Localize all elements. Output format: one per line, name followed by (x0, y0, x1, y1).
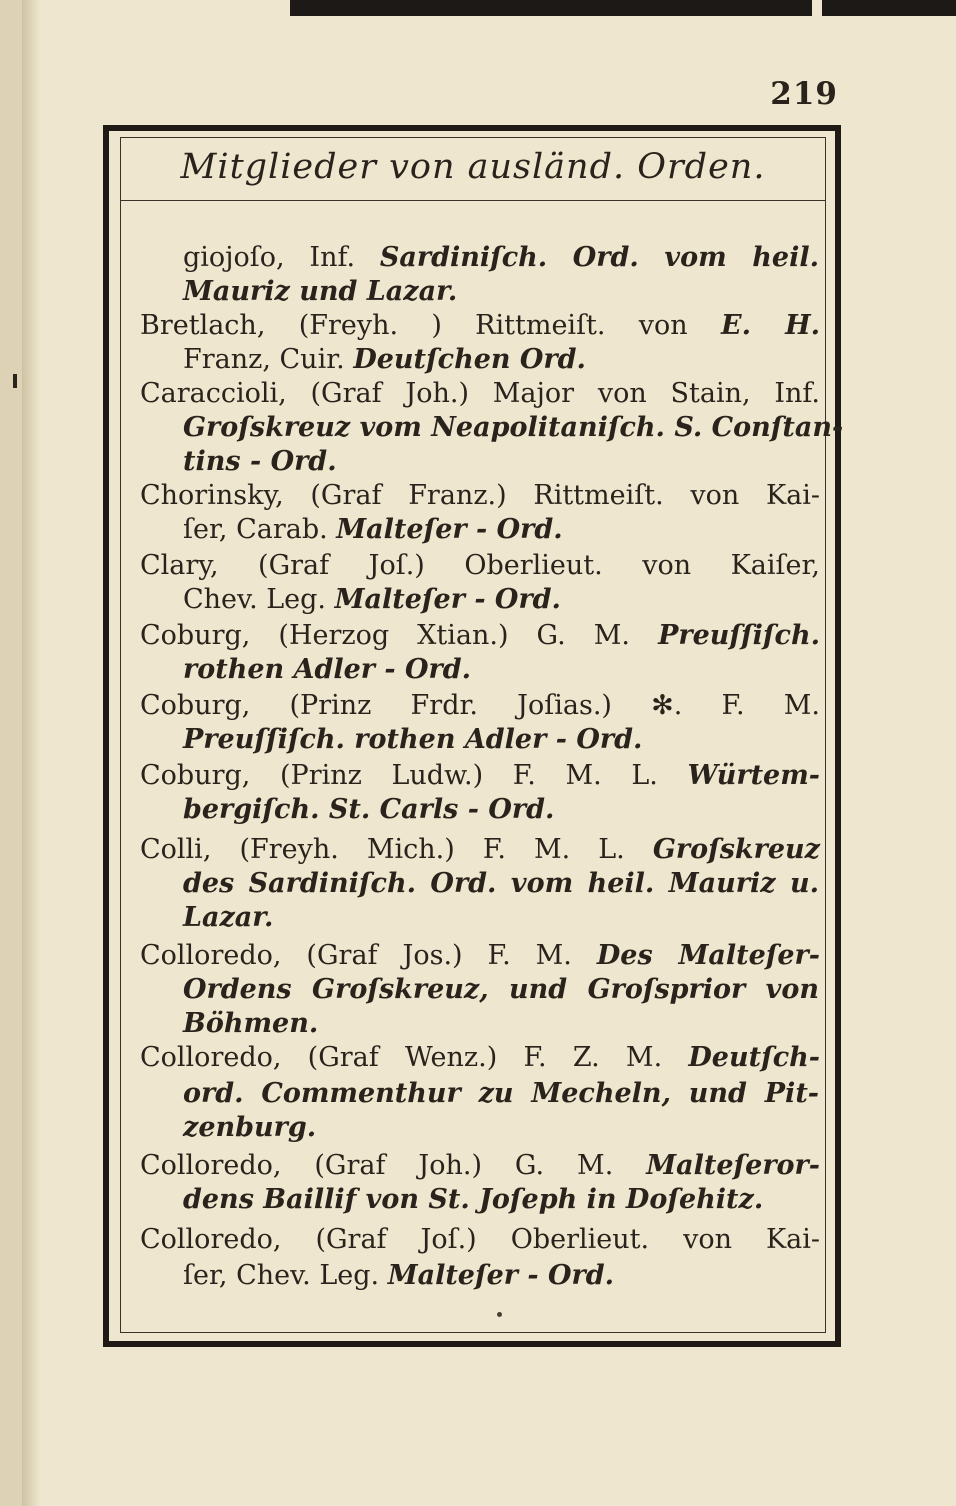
list-item-line: rothen Adler - Ord. (183, 654, 472, 685)
list-item-line: bergiſch. St. Carls - Ord. (183, 794, 555, 825)
list-item-line: ſer, Chev. Leg. Malteſer - Ord. (183, 1260, 615, 1291)
list-item: Colloredo, (Graf Wenz.) F. Z. M. Deutſch- (140, 1042, 820, 1073)
list-item: Colloredo, (Graf Joſ.) Oberlieut. von Kai- (140, 1224, 820, 1255)
list-item-line: Mauriz und Lazar. (183, 276, 458, 307)
list-item-line: ord. Commenthur zu Mecheln, und Pit- (183, 1078, 819, 1109)
list-item: Chorinsky, (Graf Franz.) Rittmeiſt. von Kai- (140, 480, 820, 511)
list-item-line: tins - Ord. (183, 446, 337, 477)
list-item: Colli, (Freyh. Mich.) F. M. L. Groſskreuz (140, 834, 820, 865)
list-item-line: Böhmen. (183, 1008, 319, 1039)
list-item: Coburg, (Prinz Ludw.) F. M. L. Würtem- (140, 760, 820, 791)
list-item: Colloredo, (Graf Joh.) G. M. Malteſeror- (140, 1150, 820, 1181)
page-number: 219 (770, 76, 838, 112)
list-item-line: Groſskreuz vom Neapolitaniſch. S. Conſtan- (183, 412, 844, 443)
list-item: Clary, (Graf Joſ.) Oberlieut. von Kaiſer, (140, 550, 820, 581)
list-item-line: giojoſo, Inf. Sardiniſch. Ord. vom heil. (183, 242, 819, 273)
list-item: Caraccioli, (Graf Joh.) Major von Stain, Inf. (140, 378, 820, 409)
list-item-line: ſer, Carab. Malteſer - Ord. (183, 514, 563, 545)
list-item-line: Chev. Leg. Malteſer - Ord. (183, 584, 561, 615)
list-item-line: Preuſſiſch. rothen Adler - Ord. (183, 724, 643, 755)
list-item: Coburg, (Prinz Frdr. Joſias.) ✻. F. M. (140, 690, 820, 721)
list-item: Coburg, (Herzog Xtian.) G. M. Preuſſiſch. (140, 620, 820, 651)
list-item-line: Ordens Groſskreuz, und Groſsprior von (183, 974, 819, 1005)
ink-dot (497, 1312, 502, 1317)
list-item-line: dens Baillif von St. Joſeph in Doſehitz. (183, 1184, 764, 1215)
running-header: Mitglieder von ausländ. Orden. (180, 147, 766, 187)
list-item-line: Franz, Cuir. Deutſchen Ord. (183, 344, 586, 375)
list-item: Colloredo, (Graf Jos.) F. M. Des Malteſer- (140, 940, 820, 971)
list-item-line: zenburg. (183, 1112, 317, 1143)
list-item-line: des Sardiniſch. Ord. vom heil. Mauriz u. (183, 868, 819, 899)
list-item: Bretlach, (Freyh. ) Rittmeiſt. von E. H. (140, 310, 820, 341)
list-item-line: Lazar. (183, 902, 274, 933)
